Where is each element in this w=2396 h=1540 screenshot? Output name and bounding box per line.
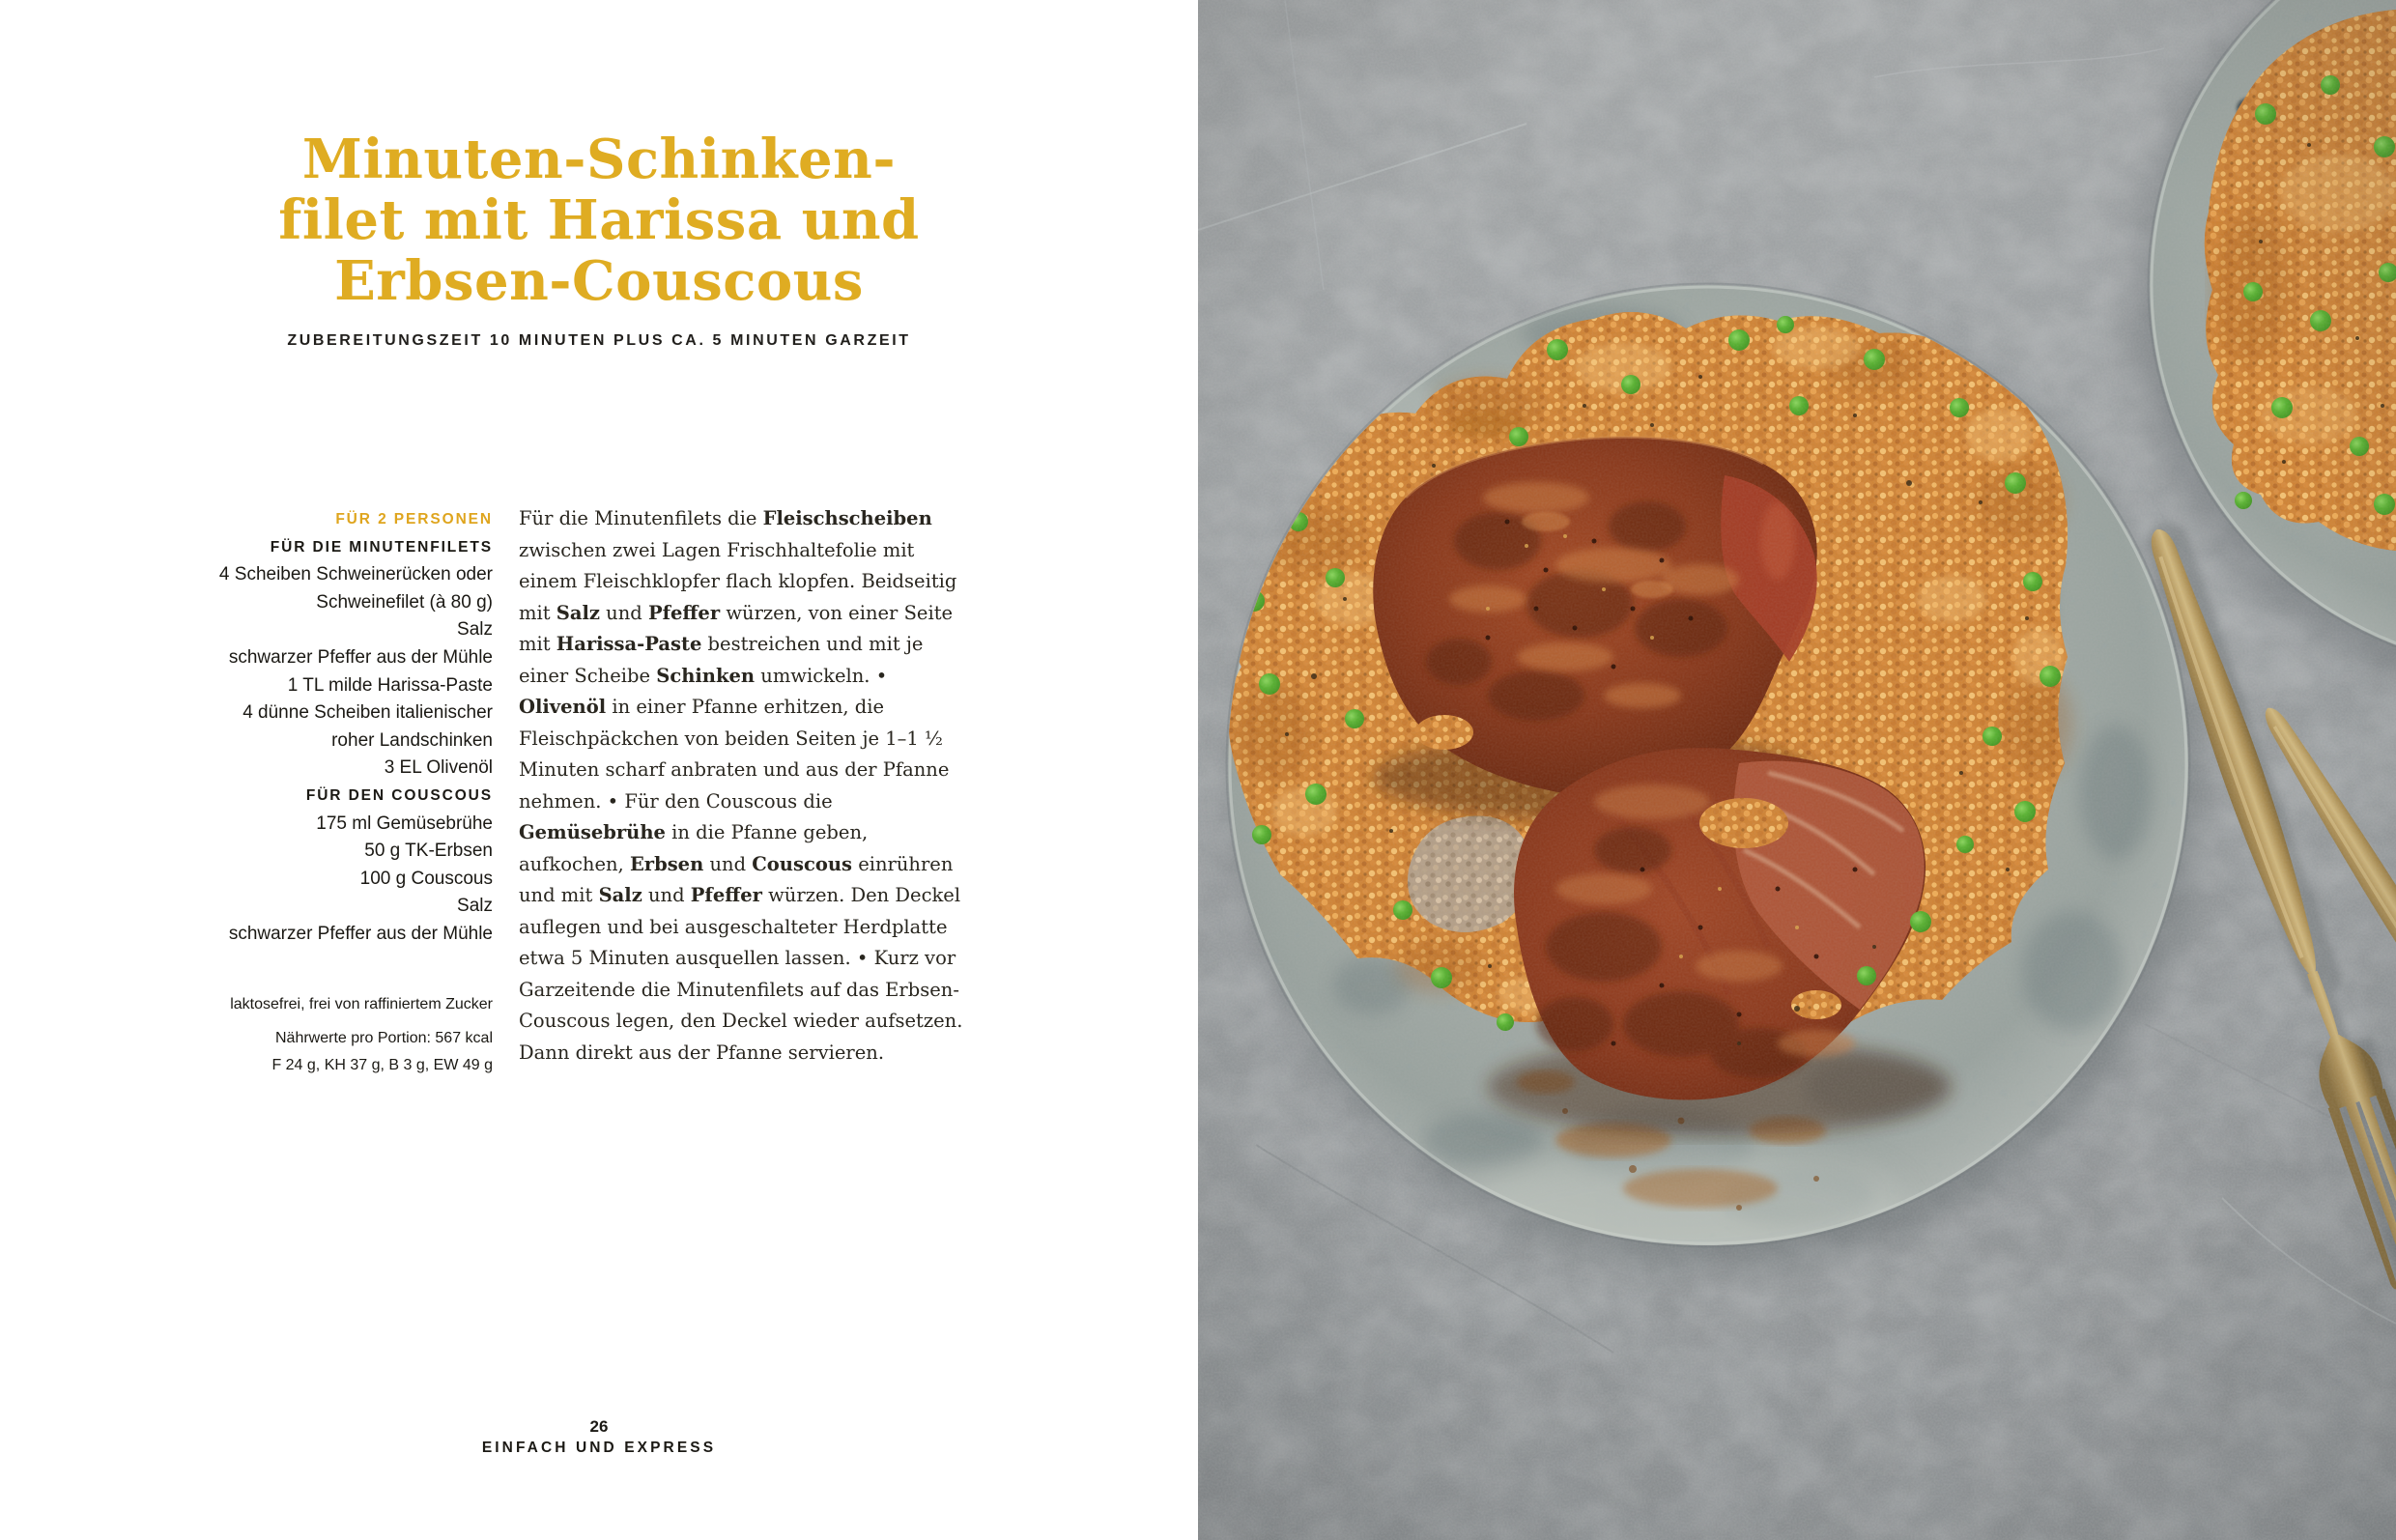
food-photo (1198, 0, 2396, 1540)
servings-label: FÜR 2 PERSONEN (335, 511, 493, 528)
instr-seg-bold: Gemüsebrühe (519, 821, 666, 843)
instr-seg-bold: Schinken (656, 664, 756, 687)
diet-note: laktosefrei, frei von raffiniertem Zucker (230, 996, 493, 1012)
instr-seg-bold: Fleischscheiben (762, 507, 932, 529)
ingredient-section-header: FÜR DIE MINUTENFILETS (270, 538, 493, 556)
instr-seg: zwischen zwei Lagen Frischhaltefolie mit einem Fleischklopfer flach klopfen. Beidseitig mit (519, 538, 957, 624)
food-photo-svg (1198, 0, 2396, 1540)
instr-seg-bold: Erbsen (629, 852, 704, 875)
instr-seg: umwickeln. • (755, 664, 888, 687)
instr-seg-bold: Couscous (752, 852, 852, 875)
ingredient-line: Salz (457, 896, 493, 917)
instr-seg: und (703, 852, 753, 875)
page-number: 26 (589, 1417, 609, 1436)
ingredient-line: 4 Scheiben Schweinerücken oder (218, 564, 493, 585)
instr-seg-bold: Olivenöl (519, 696, 607, 718)
recipe-title-line2: filet mit Harissa und (278, 188, 920, 252)
ingredient-line: 3 EL Olivenöl (384, 757, 493, 779)
ingredient-line: schwarzer Pfeffer aus der Mühle (228, 923, 493, 944)
instructions-text (519, 503, 965, 1069)
nutrition-line: Nährwerte pro Portion: 567 kcal (275, 1030, 493, 1046)
instr-seg-bold: Pfeffer (690, 884, 762, 906)
ingredient-line: 1 TL milde Harissa-Paste (287, 674, 493, 696)
ingredient-line: Salz (457, 619, 493, 641)
instr-seg: Für die Minutenfilets die (519, 507, 763, 529)
recipe-title-line3: Erbsen-Couscous (334, 249, 864, 313)
instr-seg-bold: Harissa-Paste (556, 633, 702, 655)
nutrition-line: F 24 g, KH 37 g, B 3 g, EW 49 g (271, 1057, 493, 1073)
instr-seg-bold: Pfeffer (647, 601, 721, 624)
ingredient-line: Schweinefilet (à 80 g) (316, 591, 493, 613)
ingredient-line: 50 g TK-Erbsen (364, 841, 493, 862)
ingredient-line: 100 g Couscous (359, 868, 493, 889)
ingredient-line: 4 dünne Scheiben italienischer (242, 702, 493, 724)
instr-seg: würzen, von einer Seite mit (519, 601, 954, 655)
ingredient-line: 175 ml Gemüsebrühe (316, 813, 493, 834)
instr-seg: einrühren und mit (519, 852, 954, 906)
instr-seg: und (642, 884, 691, 906)
instr-seg: bestreichen und mit je einer Scheibe (519, 633, 924, 687)
ingredients-list (126, 506, 493, 949)
chapter-name: EINFACH UND EXPRESS (481, 1440, 717, 1456)
instr-seg-bold: Salz (598, 884, 642, 906)
photo-grain (1198, 0, 2396, 1540)
instr-seg: in die Pfanne geben, aufkochen, (519, 821, 869, 875)
ingredient-line: schwarzer Pfeffer aus der Mühle (228, 646, 493, 668)
recipe-notes (126, 991, 493, 1079)
instr-seg: und (599, 601, 648, 624)
instr-seg: in einer Pfanne erhitzen, die Fleischpäckchen von beiden Seiten je 1–1 ½ Minuten scharf anbraten und aus der Pfanne nehmen. • Für den Couscous die (519, 696, 950, 813)
recipe-title (0, 129, 1198, 312)
prep-time: ZUBEREITUNGSZEIT 10 MINUTEN PLUS CA. 5 MINUTEN GARZEIT (287, 332, 911, 349)
instr-seg: würzen. Den Deckel auflegen und bei ausgeschalteter Herdplatte etwa 5 Minuten ausquellen lassen. • Kurz vor Garzeitende die Minutenfilets auf das Erbsen-Couscous legen, den Deckel wieder aufsetzen. Dann direkt aus der Pfanne servieren. (519, 884, 963, 1064)
instr-seg-bold: Salz (556, 601, 600, 624)
page-footer (0, 1416, 1198, 1459)
ingredient-section-header: FÜR DEN COUSCOUS (305, 786, 493, 804)
recipe-title-line1: Minuten-Schinken- (301, 128, 897, 191)
ingredient-line: roher Landschinken (331, 729, 493, 751)
